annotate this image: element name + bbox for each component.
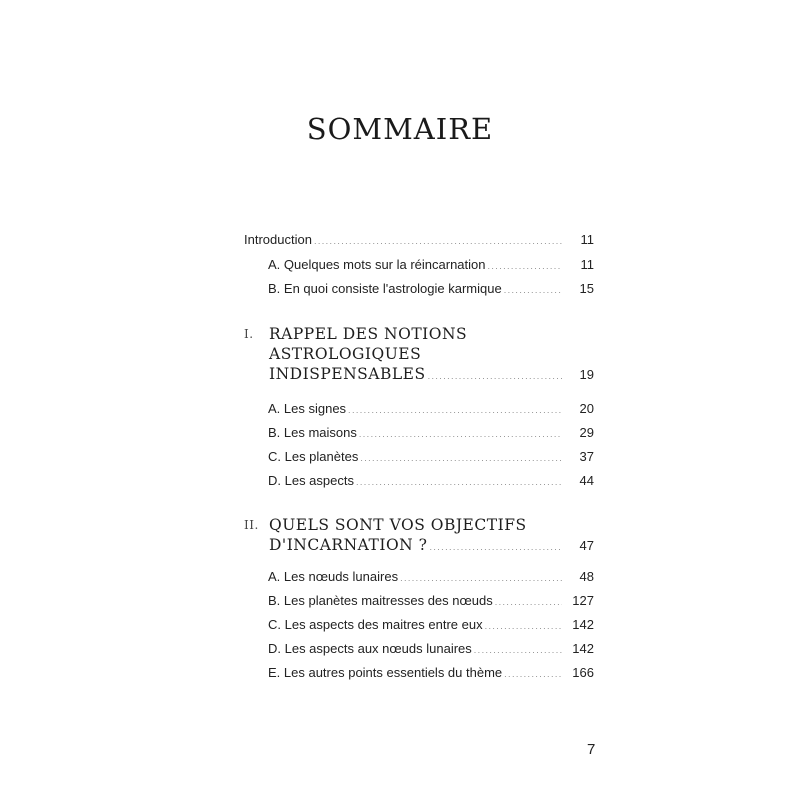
dot-leader (428, 366, 562, 386)
dot-leader (488, 258, 563, 274)
toc-entry-label: B. En quoi consiste l'astrologie karmique (268, 281, 502, 296)
toc-entry-label: Introduction (244, 232, 312, 247)
dot-leader (495, 594, 562, 610)
toc-entry[interactable] (244, 281, 594, 298)
part-title-last-line (269, 535, 594, 557)
part-title-line: D'INCARNATION ? (269, 536, 428, 554)
toc-entry-page: 142 (572, 617, 594, 632)
part-title-line: INDISPENSABLES (269, 365, 426, 383)
toc-entry[interactable] (244, 257, 594, 274)
toc-entry-label: E. Les autres points essentiels du thème (268, 665, 503, 680)
toc-entry-label: B. Les planètes maitresses des nœuds (268, 593, 493, 608)
toc-entry-page: 11 (580, 257, 594, 272)
dot-leader (504, 282, 562, 298)
dot-leader (360, 450, 562, 466)
toc-entry-label: D. Les aspects (268, 473, 354, 488)
toc-entry-label: A. Les signes (268, 401, 347, 416)
toc-entry-introduction[interactable] (244, 232, 594, 249)
toc-entry-page: 11 (580, 232, 594, 247)
page-title: SOMMAIRE (306, 112, 494, 146)
dot-leader (356, 474, 562, 490)
part-title (244, 515, 594, 557)
toc-entry[interactable] (244, 641, 594, 658)
toc-entry[interactable] (244, 617, 594, 634)
dot-leader (485, 618, 562, 634)
part-title-line: ASTROLOGIQUES (269, 345, 422, 363)
toc-entry-page: 29 (579, 425, 594, 440)
toc-entry[interactable] (244, 449, 594, 466)
part-title-line: QUELS SONT VOS OBJECTIFS (269, 516, 527, 534)
dot-leader (504, 666, 562, 682)
toc-entry-page: 19 (579, 367, 594, 382)
page-number: 7 (587, 741, 596, 758)
toc-entry-page: 15 (579, 281, 594, 296)
part-title-last-line (269, 364, 594, 386)
toc-entry-page: 48 (579, 569, 594, 584)
toc-entry[interactable] (244, 593, 594, 610)
toc-entry-page: 20 (579, 401, 594, 416)
toc-entry-label: A. Quelques mots sur la réincarnation (268, 257, 486, 272)
toc-entry-page: 44 (579, 473, 594, 488)
toc-entry-page: 166 (572, 665, 594, 680)
part-number: II. (244, 518, 259, 532)
dot-leader (348, 402, 562, 418)
toc-entry[interactable] (244, 473, 594, 490)
part-title (244, 324, 594, 386)
part-number: I. (244, 327, 254, 341)
dot-leader (474, 642, 562, 658)
toc-entry-label: C. Les aspects des maitres entre eux (268, 617, 483, 632)
toc-part-2[interactable] (244, 515, 594, 557)
dot-leader (400, 570, 562, 586)
dot-leader (429, 537, 562, 557)
toc-entry-page: 142 (572, 641, 594, 656)
toc-entry-page: 37 (579, 449, 594, 464)
toc-entry[interactable] (244, 665, 594, 682)
toc-part-1[interactable] (244, 324, 594, 386)
toc-entry-label: C. Les planètes (268, 449, 359, 464)
toc-entry[interactable] (244, 569, 594, 586)
part-title-line: RAPPEL DES NOTIONS (269, 325, 468, 343)
toc-entry-page: 127 (572, 593, 594, 608)
toc-entry[interactable] (244, 401, 594, 418)
dot-leader (314, 233, 562, 249)
toc-entry[interactable] (244, 425, 594, 442)
toc-entry-label: D. Les aspects aux nœuds lunaires (268, 641, 472, 656)
toc-entry-page: 47 (579, 538, 594, 553)
toc-entry-label: B. Les maisons (268, 425, 357, 440)
toc-entry-label: A. Les nœuds lunaires (268, 569, 399, 584)
dot-leader (359, 426, 562, 442)
